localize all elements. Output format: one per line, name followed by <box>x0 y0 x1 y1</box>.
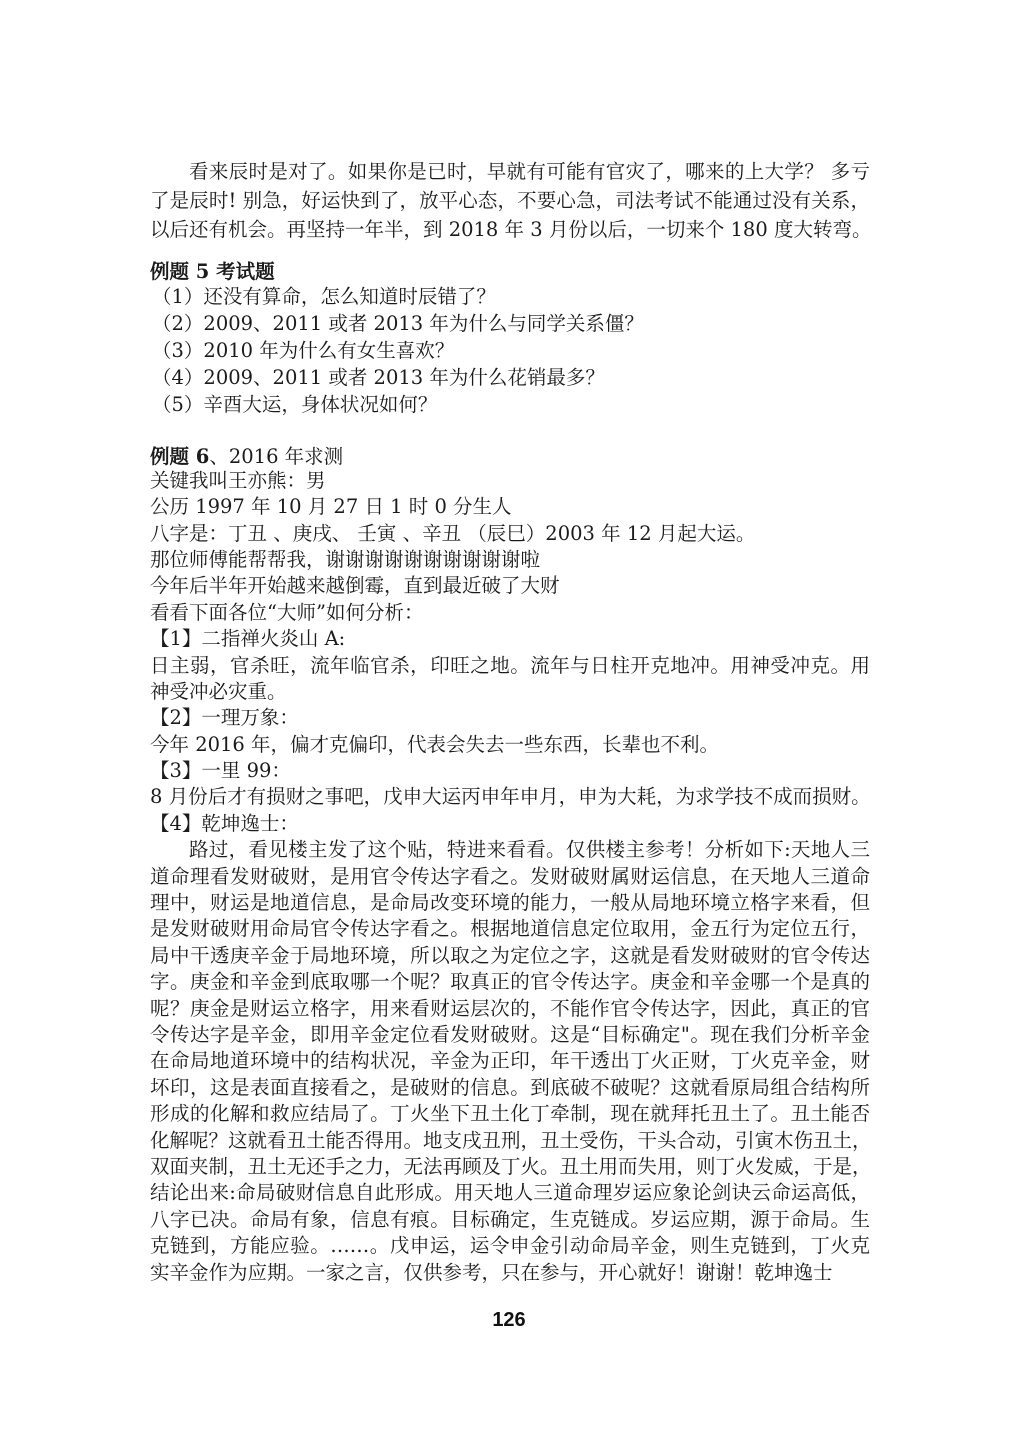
analysis-line: 字。庚金和辛金到底取哪一个呢？取真正的官令传达字。庚金和辛金哪一个是真的 <box>150 970 870 994</box>
analysis-line: 8 月份后才有损财之事吧，戊申大运丙申年申月，申为大耗，为求学技不成而损财。 <box>150 785 871 809</box>
analysis-label: 【1】二指禅火炎山 A: <box>150 627 346 651</box>
example5-question-list <box>150 283 870 418</box>
analysis-line: 化解呢？这就看丑土能否得用。地支戌丑刑，丑土受伤，干头合动，引寅木伤丑土， <box>150 1128 872 1152</box>
example5-heading: 例题 5 考试题 <box>150 260 275 283</box>
example6-body <box>150 468 870 1286</box>
request-line: 公历 1997 年 10 月 27 日 1 时 0 分生人 <box>150 495 512 519</box>
analysis-line: 呢？庚金是财运立格字，用来看财运层次的，不能作官令传达字，因此，真正的官 <box>150 996 870 1020</box>
analysis-line: 克链到，方能应验。……。戊申运，运令申金引动命局辛金，则生克链到，丁火克 <box>150 1234 870 1258</box>
question-item: （3）2010 年为什么有女生喜欢？ <box>152 339 455 362</box>
question-item: （2）2009、2011 或者 2013 年为什么与同学关系僵？ <box>152 312 644 335</box>
analysis-line: 坏印，这是表面直接看之，是破财的信息。到底破不破呢？这就看原局组合结构所 <box>150 1075 870 1099</box>
analysis-line: 形成的化解和救应结局了。丁火坐下丑土化丁牵制，现在就拜托丑土了。丑土能否 <box>150 1102 870 1126</box>
example6-heading-title: 、2016 年求测 <box>209 445 344 468</box>
analysis-line: 神受冲必灾重。 <box>150 679 287 703</box>
example6-heading <box>150 443 870 471</box>
request-line: 那位师傅能帮帮我，谢谢谢谢谢谢谢谢谢谢啦 <box>150 547 541 571</box>
question-item: （5）辛酉大运，身体状况如何？ <box>152 393 438 416</box>
request-line: 关键我叫王亦熊：男 <box>150 468 326 492</box>
analysis-label: 【3】一里 99： <box>150 759 291 783</box>
analysis-line: 令传达字是辛金，即用辛金定位看发财破财。这是“目标确定"。现在我们分析辛金 <box>150 1023 870 1046</box>
analysis-line: 双面夹制，丑土无还手之力，无法再顾及丁火。丑土用而失用，则丁火发威，于是， <box>150 1154 872 1178</box>
question-item: （1）还没有算命，怎么知道时辰错了？ <box>152 285 496 308</box>
question-item: （4）2009、2011 或者 2013 年为什么花销最多？ <box>152 366 605 389</box>
analysis-line: 今年 2016 年，偏才克偏印，代表会失去一些东西，长辈也不利。 <box>150 732 720 756</box>
analysis-line: 在命局地道环境中的结构状况，辛金为正印，年干透出丁火正财，丁火克辛金，财 <box>150 1049 870 1073</box>
analysis-line: 八字已决。命局有象，信息有痕。目标确定，生克链成。岁运应期，源于命局。生 <box>150 1207 870 1231</box>
paragraph-line: 了是辰时! 别急，好运快到了，放平心态，不要心急，司法考试不能通过没有关系， <box>150 189 870 212</box>
request-line: 看看下面各位“大师”如何分析： <box>150 600 424 624</box>
request-line: 八字是：丁丑 、庚戌、 壬寅 、辛丑 （辰巳）2003 年 12 月起大运。 <box>150 521 756 545</box>
analysis-line: 实辛金作为应期。一家之言，仅供参考，只在参与，开心就好！谢谢！乾坤逸士 <box>150 1260 833 1284</box>
paragraph-line: 以后还有机会。再坚持一年半，到 2018 年 3 月份以后，一切来个 180 度大转弯。 <box>150 218 872 241</box>
analysis-line: 是发财破财用命局官令传达字看之。根据地道信息定位取用，金五行为定位五行， <box>150 917 870 941</box>
analysis-line: 结论出来:命局破财信息自此形成。用天地人三道命理岁运应象论剑诀云命运高低， <box>150 1181 870 1205</box>
analysis-line: 局中干透庚辛金于局地环境，所以取之为定位之字，这就是看发财破财的官令传达 <box>150 943 870 967</box>
analysis-line: 路过，看见楼主发了这个贴，特进来看看。仅供楼主参考！分析如下:天地人三 <box>189 838 870 862</box>
paragraph-line: 看来辰时是对了。如果你是已时，早就有可能有官灾了，哪来的上大学？ 多亏 <box>189 160 870 183</box>
request-line: 今年后半年开始越来越倒霉，直到最近破了大财 <box>150 574 560 598</box>
analysis-line: 日主弱，官杀旺，流年临官杀，印旺之地。流年与日柱开克地冲。用神受冲克。用 <box>150 653 870 677</box>
page-number: 126 <box>492 1309 526 1331</box>
analysis-label: 【4】乾坤逸士： <box>150 811 299 835</box>
analysis-line: 道命理看发财破财，是用官令传达字看之。发财破财属财运信息，在天地人三道命 <box>150 864 870 888</box>
analysis-line: 理中，财运是地道信息，是命局改变环境的能力，一般从局地环境立格字来看，但 <box>150 891 870 915</box>
example6-heading-label: 例题 6 <box>150 445 210 468</box>
analysis-label: 【2】一理万象： <box>150 706 299 730</box>
intro-paragraph <box>150 157 870 244</box>
